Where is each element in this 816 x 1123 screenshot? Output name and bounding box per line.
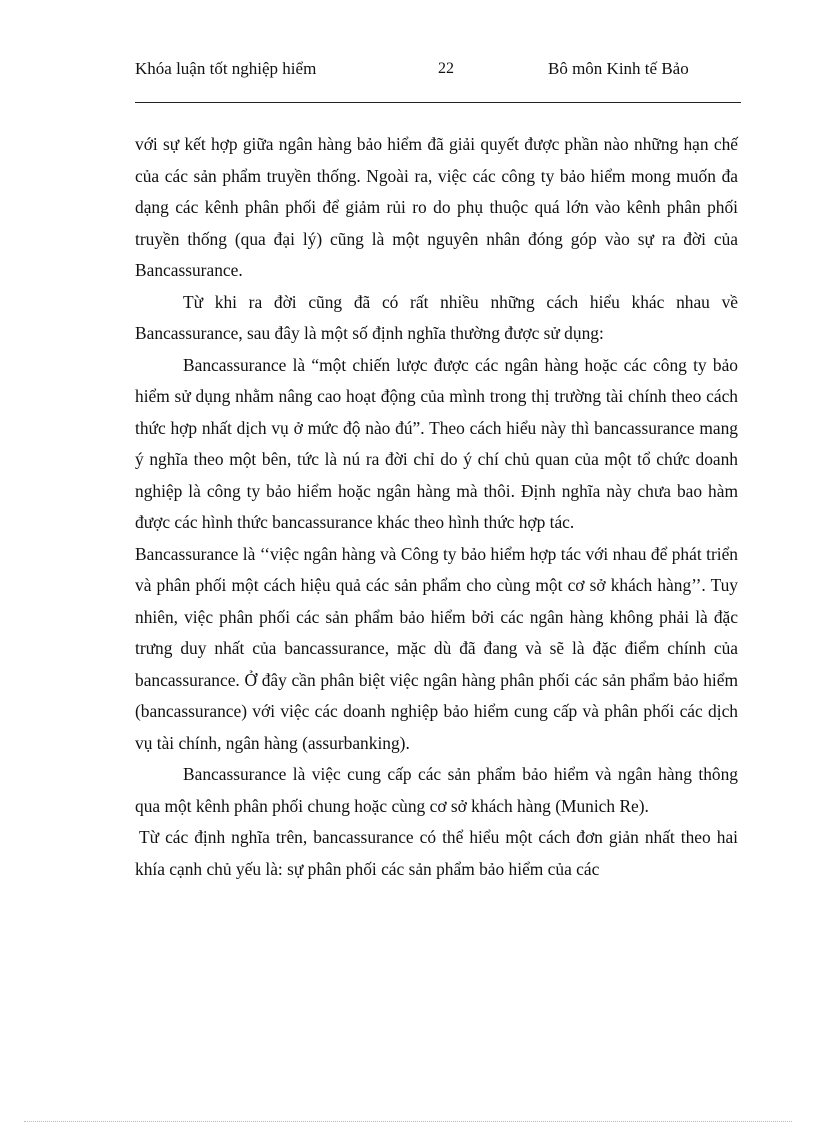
document-body xyxy=(135,129,738,885)
header-right-title: Bô môn Kinh tế Bảo xyxy=(548,59,689,78)
paragraph: Bancassurance là ‘‘việc ngân hàng và Công ty bảo hiểm hợp tác với nhau để phát triển và phân phối một cách hiệu quả các sản phẩm cho cùng một cơ sở khách hàng’’. Tuy nhiên, việc phân phối các sản phẩm bảo hiểm bởi các ngân hàng không phải là đặc trưng duy nhất của bancassurance, mặc dù đã đang và sẽ là đặc điểm chính của bancassurance. Ở đây cần phân biệt việc ngân hàng phân phối các sản phẩm bảo hiểm (bancassurance) với việc các doanh nghiệp bảo hiểm cung cấp và phân phối các dịch vụ tài chính, ngân hàng (assurbanking). xyxy=(135,543,738,753)
paragraph: Bancassurance là “một chiến lược được các ngân hàng hoặc các công ty bảo hiểm sử dụng nhằm nâng cao hoạt động của mình trong thị trường tài chính theo cách thức hợp nhất dịch vụ ở mức độ nào đú”. Theo cách hiểu này thì bancassurance mang ý nghĩa theo một bên, tức là nú ra đời chỉ do ý chí chủ quan của một tổ chức doanh nghiệp là công ty bảo hiểm hoặc ngân hàng mà thôi. Định nghĩa này chưa bao hàm được các hình thức bancassurance khác theo hình thức hợp tác. xyxy=(135,354,738,532)
page-bottom-divider xyxy=(24,1121,792,1122)
page-header xyxy=(135,58,741,103)
paragraph: Từ khi ra đời cũng đã có rất nhiều những cách hiểu khác nhau về Bancassurance, sau đây là một số định nghĩa thường được sử dụng: xyxy=(135,291,738,343)
paragraph: Bancassurance là việc cung cấp các sản phẩm bảo hiểm và ngân hàng thông qua một kênh phân phối chung hoặc cùng cơ sở khách hàng (Munich Re). xyxy=(135,764,738,816)
page-number: 22 xyxy=(438,60,454,77)
paragraph: với sự kết hợp giữa ngân hàng bảo hiểm đã giải quyết được phần nào những hạn chế của các sản phẩm truyền thống. Ngoài ra, việc các công ty bảo hiểm mong muốn đa dạng các kênh phân phối để giảm rủi ro do phụ thuộc quá lớn vào kênh phân phối truyền thống (qua đại lý) cũng là một nguyên nhân đóng góp vào sự ra đời của Bancassurance. xyxy=(135,134,738,280)
header-left-title: Khóa luận tốt nghiệp hiểm xyxy=(135,59,317,78)
paragraph: Từ các định nghĩa trên, bancassurance có thể hiểu một cách đơn giản nhất theo hai khía cạnh chủ yếu là: sự phân phối các sản phẩm bảo hiểm của các xyxy=(135,827,738,879)
